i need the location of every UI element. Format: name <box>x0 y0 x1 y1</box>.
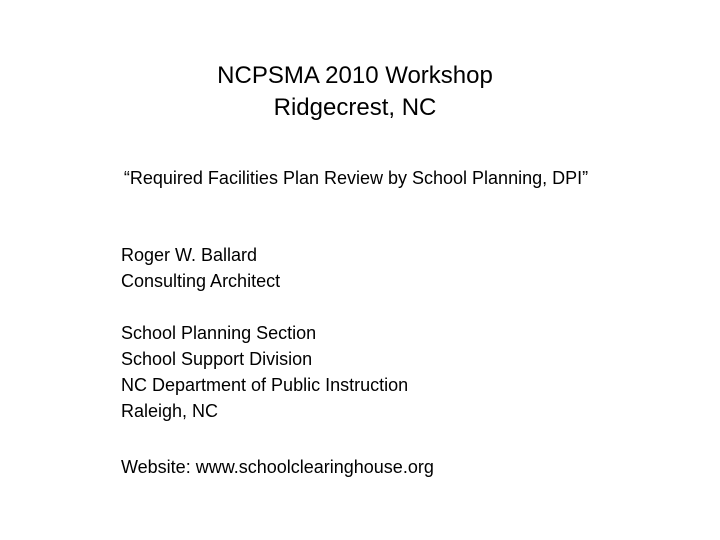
author-block <box>121 242 280 294</box>
presentation-subtitle: “Required Facilities Plan Review by School Planning, DPI” <box>123 168 589 188</box>
website-block <box>121 454 434 480</box>
org-department: NC Department of Public Instruction <box>121 375 409 395</box>
org-section: School Planning Section <box>121 323 317 343</box>
slide-title <box>0 60 710 124</box>
title-line-location: Ridgecrest, NC <box>273 94 437 121</box>
website-text: Website: www.schoolclearinghouse.org <box>121 457 434 477</box>
org-division: School Support Division <box>121 349 313 369</box>
author-role: Consulting Architect <box>121 271 281 291</box>
org-city: Raleigh, NC <box>121 401 219 421</box>
organization-block <box>121 320 408 424</box>
title-line-workshop: NCPSMA 2010 Workshop <box>217 62 493 89</box>
author-name: Roger W. Ballard <box>121 245 258 265</box>
